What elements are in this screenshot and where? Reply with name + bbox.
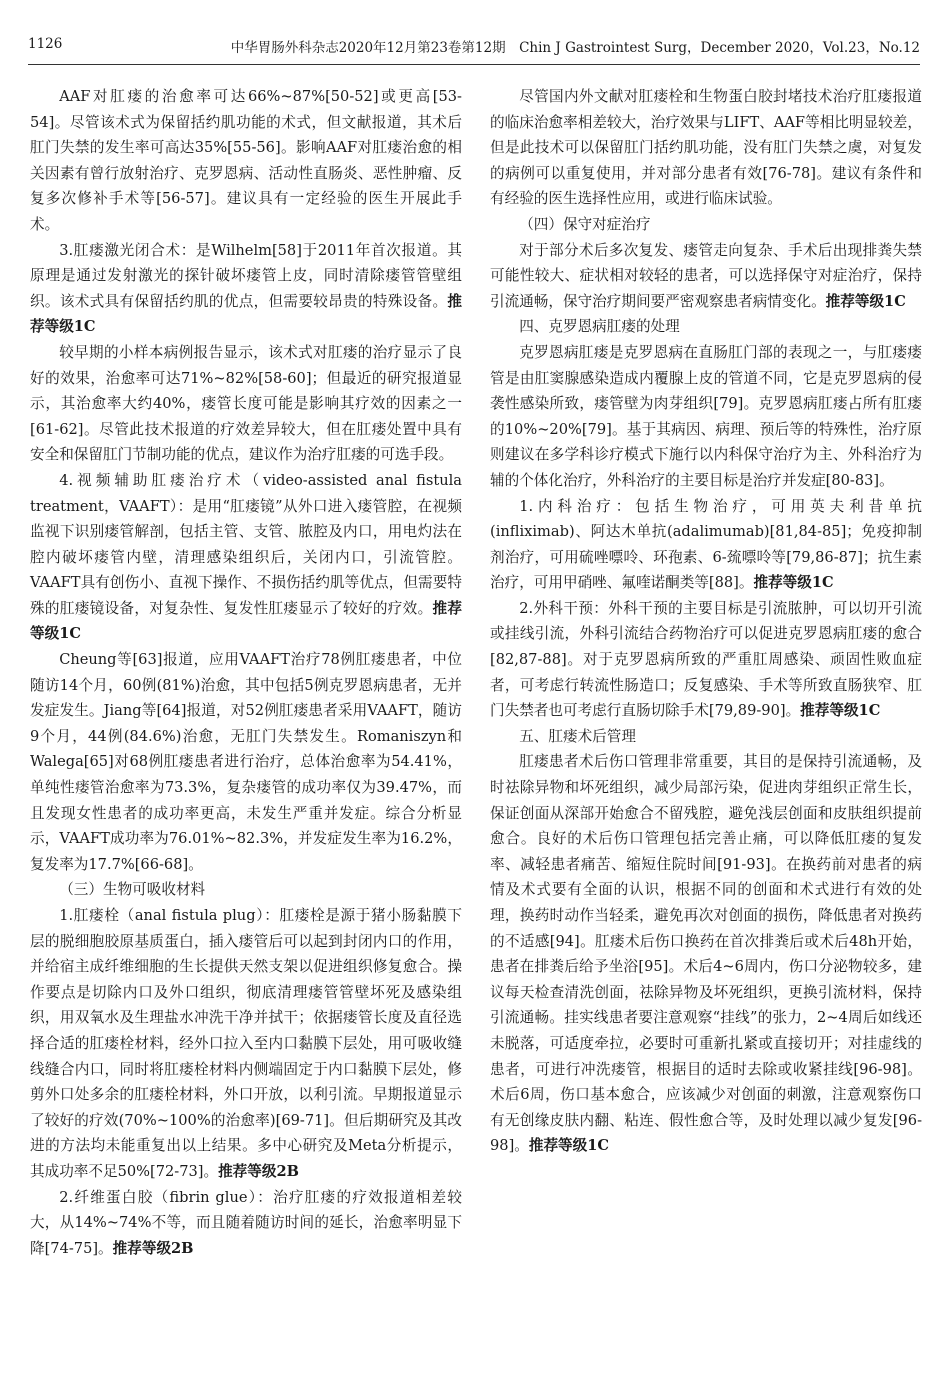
right-column [490,84,922,1159]
paragraph: 2.外科干预：外科干预的主要目标是引流脓肿，可以切开引流或挂线引流，外科引流结合药物治疗可以促进克罗恩病肛瘘的愈合[82,87-88]。对于克罗恩病所致的严重肛周感染、顽固性败血症者，可考虑行转流性肠造口；反复感染、手术等所致直肠狭窄、肛门失禁者也可考虑行直肠切除手术[79,89-90]。推荐等级1C [490,599,922,720]
paragraph: 尽管国内外文献对肛瘘栓和生物蛋白胶封堵技术治疗肛瘘报道的临床治愈率相差较大，治疗效果与LIFT、AAF等相比明显较差，但是此技术可以保留肛门括约肌功能，没有肛门失禁之虞，对复发的病例可以重复使用，并对部分患者有效[76-78]。建议有条件和有经验的医生选择性应用，或进行临床试验。 [490,88,922,208]
running-head: 中华胃肠外科杂志2020年12月第23卷第12期 Chin J Gastrointest Surg，December 2020，Vol.23，No.12 [230,40,920,56]
paragraph: 1.内科治疗：包括生物治疗，可用英夫利昔单抗(infliximab)、阿达木单抗(adalimumab)[81,84-85]；免疫抑制剂治疗，可用硫唑嘌呤、环孢素、6-巯嘌呤等[79,86-87]；抗生素治疗，可用甲硝唑、氟喹诺酮类等[88]。推荐等级1C [490,497,922,592]
section-heading: 五、肛瘘术后管理 [519,727,636,745]
recommendation-grade: 推荐等级1C [753,574,834,592]
paragraph: Cheung等[63]报道，应用VAAFT治疗78例肛瘘患者，中位随访14个月，60例(81%)治愈，其中包括5例克罗恩病患者，无并发症发生。Jiang等[64]报道，对52例肛瘘患者采用VAAFT，随访9个月，44例(84.6%)治愈，无肛门失禁发生。Romaniszyn和Walega[65]对68例肛瘘患者进行治疗，总体治愈率为54.41%，单纯性瘘管治愈率为73.3%，复杂瘘管的成功率仅为39.47%，而且发现女性患者的成功率更高，未发生严重并发症。综合分析显示，VAAFT成功率为76.01%~82.3%，并发症发生率为16.2%，复发率为17.7%[66-68]。 [30,651,462,873]
header-rule [28,64,920,65]
recommendation-grade: 推荐等级1C [30,599,462,643]
paragraph: 肛瘘患者术后伤口管理非常重要，其目的是保持引流通畅，及时祛除异物和坏死组织，减少局部污染，促进肉芽组织正常生长，保证创面从深部开始愈合不留残腔，避免浅层创面和皮肤组织提前愈合。良好的术后伤口管理包括完善止痛，可以降低肛瘘的复发率、减轻患者痛苦、缩短住院时间[91-93]。在换药前对患者的病情及术式要有全面的认识，根据不同的创面和术式进行有效的处理，换药时动作当轻柔，避免再次对创面的损伤，降低患者对换药的不适感[94]。肛瘘术后伤口换药在首次排粪后或术后48h开始，患者在排粪后给予坐浴[95]。术后4~6周内，伤口分泌物较多，建议每天检查清洗创面，祛除异物及坏死组织，更换引流材料，保持引流通畅。挂实线患者要注意观察“挂线”的张力，2~4周后如线还未脱落，可适度牵拉，必要时可重新扎紧或直接切开；对挂虚线的患者，可进行冲洗瘘管，根据目的适时去除或收紧挂线[96-98]。术后6周，伤口基本愈合，应该减少对创面的刺激，注意观察伤口有无创缘皮肤内翻、粘连、假性愈合等，及时处理以减少复发[96-98]。推荐等级1C [490,753,922,1155]
recommendation-grade: 推荐等级2B [112,1239,194,1257]
paragraph: 1.肛瘘栓（anal fistula plug）：肛瘘栓是源于猪小肠黏膜下层的脱细胞胶原基质蛋白，插入瘘管后可以起到封闭内口的作用，并给宿主成纤维细胞的生长提供天然支架以促进组织修复愈合。操作要点是切除内口及外口组织，彻底清理瘘管管壁坏死及感染组织，用双氧水及生理盐水冲洗干净并拭干；依据瘘管长度及直径选择合适的肛瘘栓材料，经外口拉入至内口黏膜下层处，用可吸收缝线缝合内口，同时将肛瘘栓材料内侧端固定于内口黏膜下层处，修剪外口处多余的肛瘘栓材料，外口开放，以利引流。早期报道显示了较好的疗效(70%~100%的治愈率)[69-71]。但后期研究及其改进的方法均未能重复出以上结果。多中心研究及Meta分析提示，其成功率不足50%[72-73]。推荐等级2B [30,907,462,1180]
page-number: 1126 [28,36,63,52]
paragraph: 克罗恩病肛瘘是克罗恩病在直肠肛门部的表现之一，与肛瘘瘘管是由肛窦腺感染造成内覆腺上皮的管道不同，它是克罗恩病的侵袭性感染所致，瘘管壁为肉芽组织[79]。克罗恩病肛瘘占所有肛瘘的10%~20%[79]。基于其病因、病理、预后等的特殊性，治疗原则建议在多学科诊疗模式下施行以内科保守治疗为主、外科治疗为辅的个体化治疗，外科治疗的主要目标是治疗并发症[80-83]。 [490,343,922,489]
section-heading: （四）保守对症治疗 [519,215,651,233]
recommendation-grade: 推荐等级2B [218,1162,299,1180]
paragraph: 较早期的小样本病例报告显示，该术式对肛瘘的治疗显示了良好的效果，治愈率可达71%~82%[58-60]；但最近的研究报道显示，其治愈率大约40%，瘘管长度可能是影响其疗效的因素之一[61-62]。尽管此技术报道的疗效差异较大，但在肛瘘处置中具有安全和保留肛门节制功能的优点，建议作为治疗肛瘘的可选手段。 [30,343,462,464]
recommendation-grade: 推荐等级1C [528,1137,610,1155]
paragraph: 4.视频辅助肛瘘治疗术（video-assisted anal fistula treatment，VAAFT）：是用“肛瘘镜”从外口进入瘘管腔，在视频监视下识别瘘管解剖，包括主管、支管、脓腔及内口，用电灼法在腔内破坏瘘管内壁，清理感染组织后，关闭内口，引流管腔。VAAFT具有创伤小、直视下操作、不损伤括约肌等优点，但需要特殊的肛瘘镜设备，对复杂性、复发性肛瘘显示了较好的疗效。推荐等级1C [30,471,462,643]
left-column [30,84,462,1261]
recommendation-grade: 推荐等级1C [800,702,881,720]
page-header [28,36,920,62]
recommendation-grade: 推荐等级1C [30,292,462,336]
paragraph: 2.纤维蛋白胶（fibrin glue）：治疗肛瘘的疗效报道相差较大，从14%~74%不等，而且随着随访时间的延长，治愈率明显下降[74-75]。推荐等级2B [30,1188,462,1257]
section-heading: 四、克罗恩病肛瘘的处理 [519,318,680,336]
paragraph: 3.肛瘘激光闭合术：是Wilhelm[58]于2011年首次报道。其原理是通过发射激光的探针破坏瘘管上皮，同时清除瘘管管壁组织。该术式具有保留括约肌的优点，但需要较昂贵的特殊设备。推荐等级1C [30,241,462,336]
recommendation-grade: 推荐等级1C [825,292,906,310]
paragraph: 对于部分术后多次复发、瘘管走向复杂、手术后出现排粪失禁可能性较大、症状相对较轻的患者，可以选择保守对症治疗，保持引流通畅，保守治疗期间要严密观察患者病情变化。推荐等级1C [490,241,922,310]
section-heading: （三）生物可吸收材料 [59,881,206,899]
paragraph: AAF对肛瘘的治愈率可达66%~87%[50-52]或更高[53-54]。尽管该术式为保留括约肌功能的术式，但文献报道，其术后肛门失禁的发生率可高达35%[55-56]。影响AAF对肛瘘治愈的相关因素有曾行放射治疗、克罗恩病、活动性直肠炎、恶性肿瘤、反复多次修补手术等[56-57]。建议具有一定经验的医生开展此手术。 [30,88,462,233]
